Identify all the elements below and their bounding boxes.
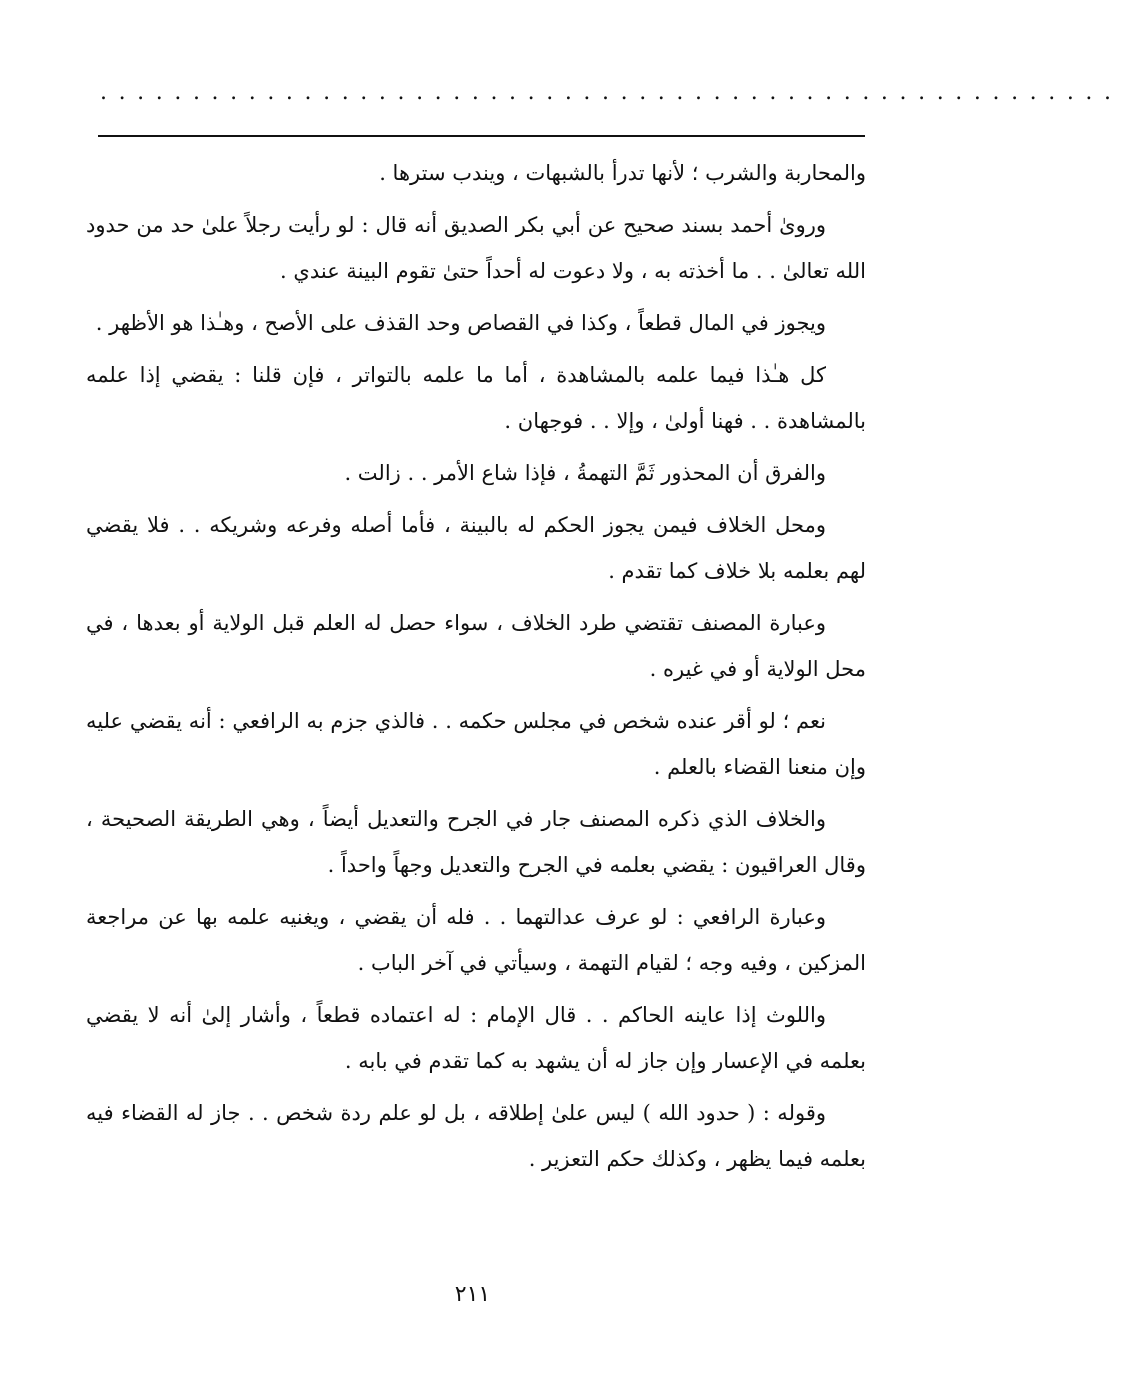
paragraph: واللوث إذا عاينه الحاكم . . قال الإمام : له اعتماده قطعاً ، وأشار إلىٰ أنه لا يقضي بعلمه في الإعسار وإن جاز له أن يشهد به كما تقدم في بابه . (86, 1003, 866, 1073)
paragraph: والفرق أن المحذور ثَمَّ التهمةُ ، فإذا شاع الأمر . . زالت . (344, 461, 826, 485)
header-dotted-line: ....................................................... (100, 80, 1123, 105)
paragraph: وقوله : ( حدود الله ) ليس علىٰ إطلاقه ، بل لو علم ردة شخص . . جاز له القضاء فيه بعلمه فيما يظهر ، وكذلك حكم التعزير . (86, 1101, 866, 1171)
paragraph: ويجوز في المال قطعاً ، وكذا في القصاص وحد القذف على الأصح ، وهـٰذا هو الأظهر . (95, 311, 826, 335)
paragraph: ومحل الخلاف فيمن يجوز الحكم له بالبينة ، فأما أصله وفرعه وشريكه . . فلا يقضي لهم بعلمه بلا خلاف كما تقدم . (86, 513, 866, 583)
paragraph: كل هـٰذا فيما علمه بالمشاهدة ، أما ما علمه بالتواتر ، فإن قلنا : يقضي إذا علمه بالمشاهدة . . فهنا أولىٰ ، وإلا . . فوجهان . (86, 363, 866, 433)
paragraph: وعبارة الرافعي : لو عرف عدالتهما . . فله أن يقضي ، ويغنيه علمه بها عن مراجعة المزكين ، وفيه وجه ؛ لقيام التهمة ، وسيأتي في آخر الباب . (86, 905, 866, 975)
page-number: ٢١١ (454, 1282, 491, 1307)
paragraph: وروىٰ أحمد بسند صحيح عن أبي بكر الصديق أنه قال : لو رأيت رجلاً علىٰ حد من حدود الله تعالىٰ . . ما أخذته به ، ولا دعوت له أحداً حتىٰ تقوم البينة عندي . (86, 213, 866, 283)
paragraph: والمحاربة والشرب ؛ لأنها تدرأ بالشبهات ، ويندب سترها . (379, 161, 866, 185)
paragraph: نعم ؛ لو أقر عنده شخص في مجلس حكمه . . فالذي جزم به الرافعي : أنه يقضي عليه وإن منعنا القضاء بالعلم . (86, 709, 866, 779)
paragraph: وعبارة المصنف تقتضي طرد الخلاف ، سواء حصل له العلم قبل الولاية أو بعدها ، في محل الولاية أو في غيره . (86, 611, 866, 681)
paragraph: والخلاف الذي ذكره المصنف جار في الجرح والتعديل أيضاً ، وهي الطريقة الصحيحة ، وقال العراقيون : يقضي بعلمه في الجرح والتعديل وجهاً واحداً . (86, 807, 866, 877)
header-rule (98, 135, 865, 137)
page-body (86, 150, 866, 1188)
